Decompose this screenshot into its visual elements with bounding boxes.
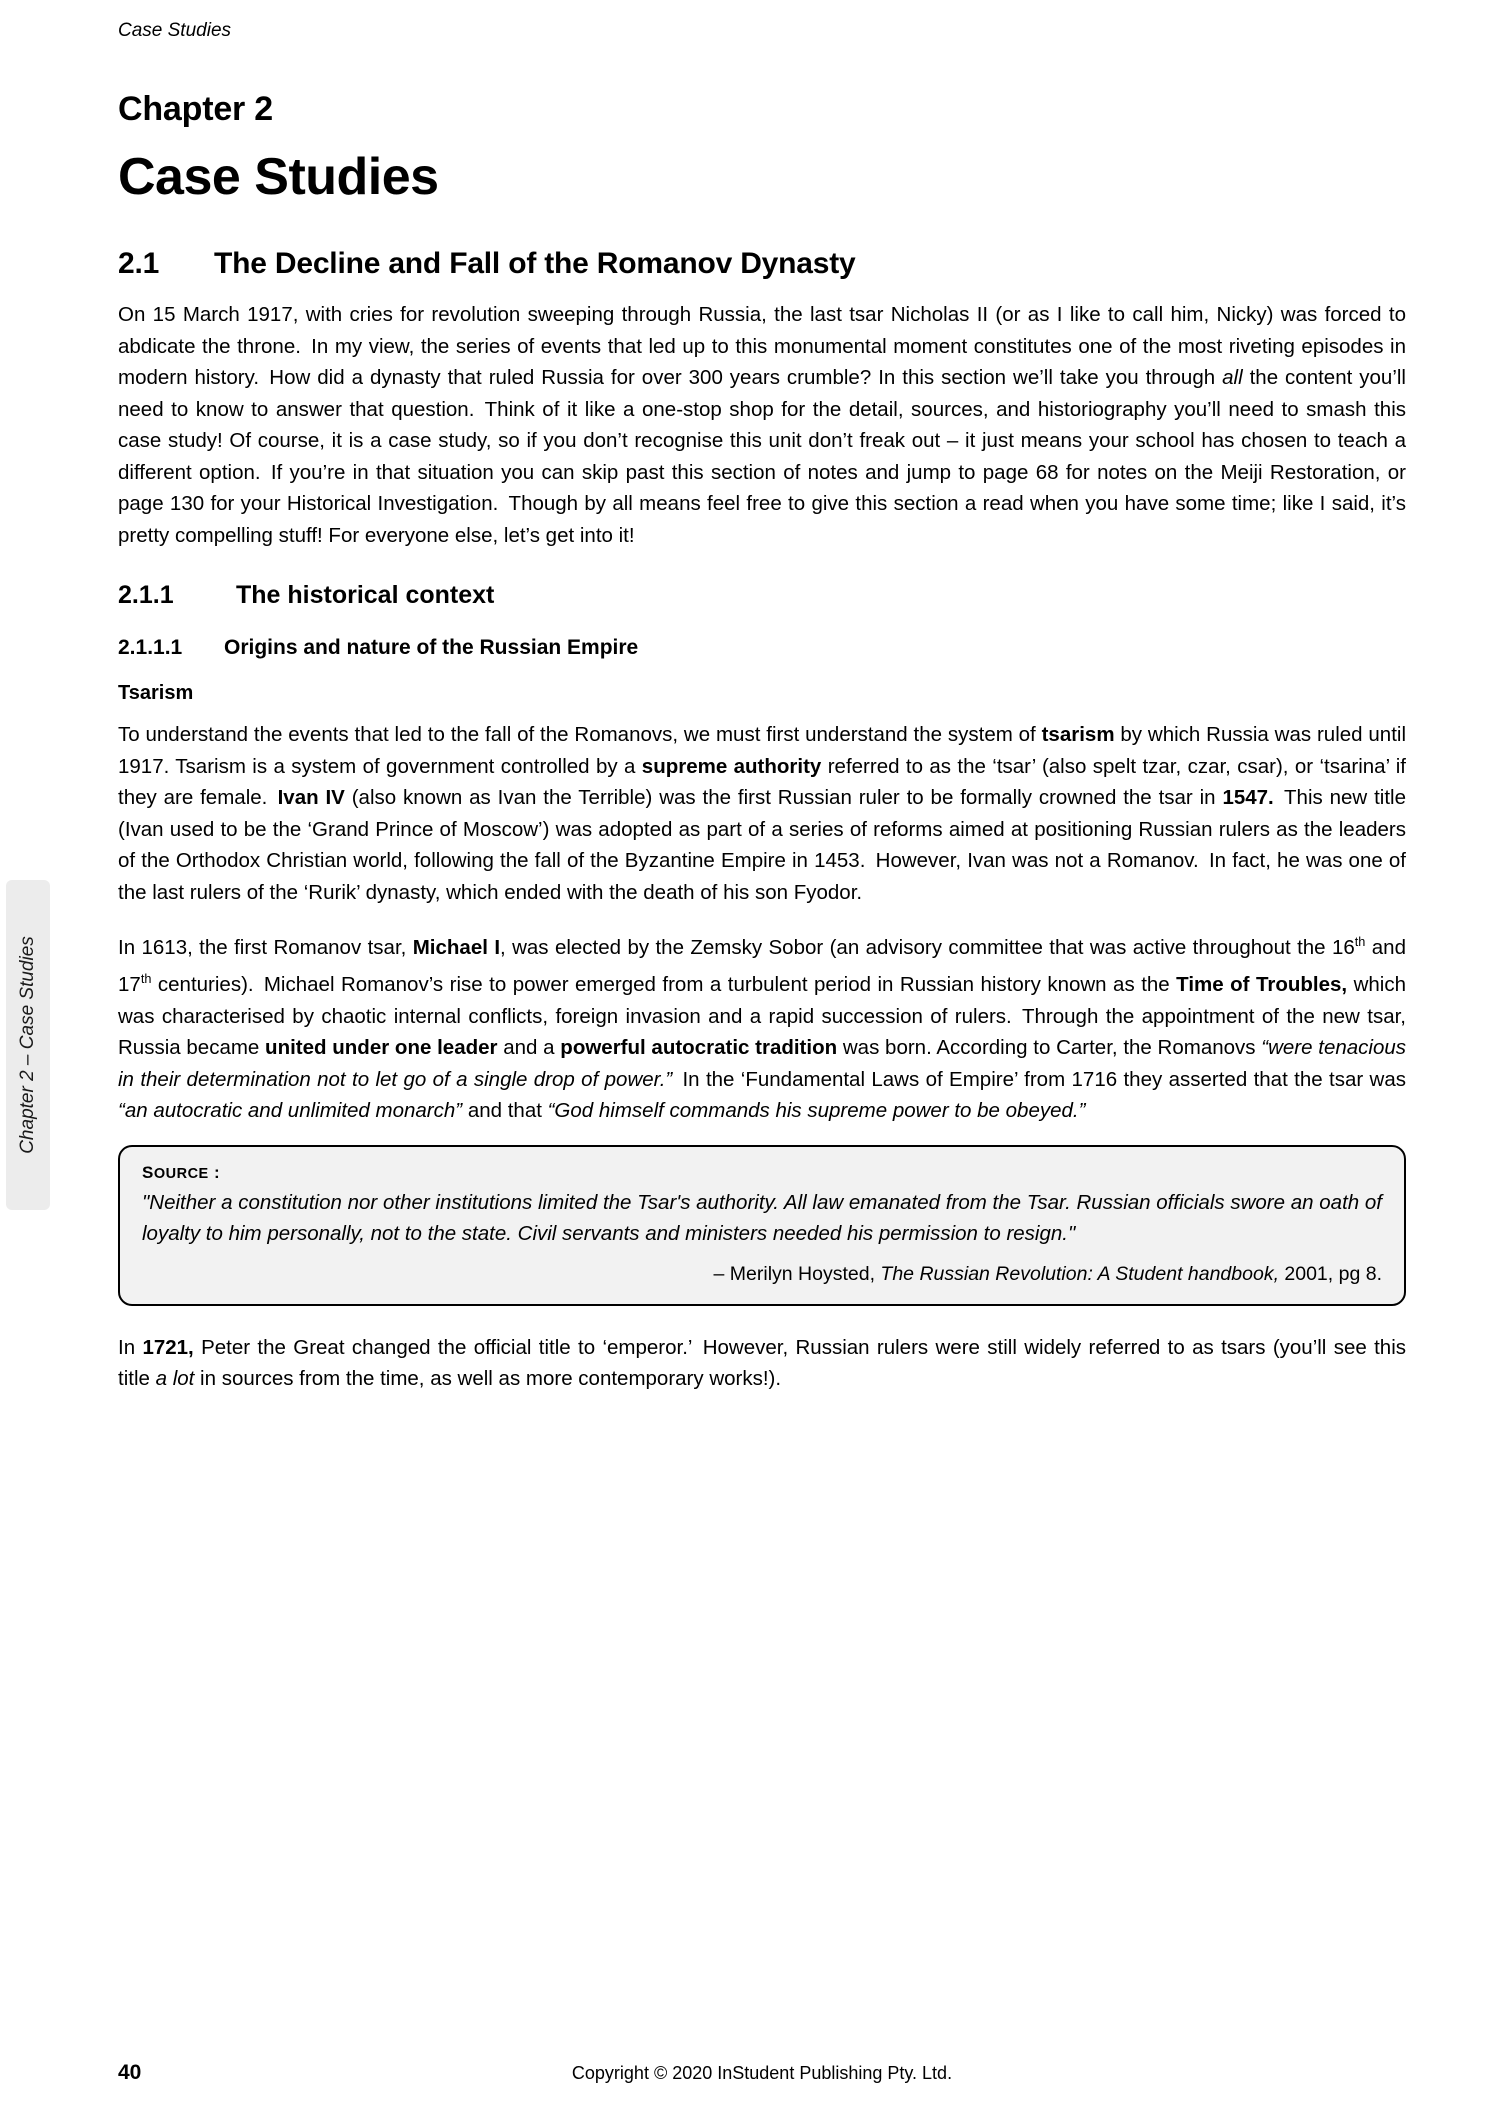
intro-paragraph: On 15 March 1917, with cries for revolution sweeping through Russia, the last tsar Nicholas II (or as I like to call him, Nicky) was forced to abdicate the throne. In my view, the series of events that led up to this monumental moment constitutes one of the most riveting episodes in modern history. How did a dynasty that ruled Russia for over 300 years crumble? In this section we’ll take you through all the content you’ll need to know to answer that question. Think of it like a one-stop shop for the detail, sources, and historiography you’ll need to smash this case study! Of course, it is a case study, so if you don’t recognise this unit don’t freak out – it just means your school has chosen to teach a different option. If you’re in that situation you can skip past this section of notes and jump to page 68 for notes on the Meiji Restoration, or page 130 for your Historical Investigation. Though by all means feel free to give this section a read when you have some time; like I said, it’s pretty compelling stuff! For everyone else, let’s get into it!	[118, 303, 1406, 547]
subsection-heading	[118, 581, 1406, 610]
source-box	[118, 1145, 1406, 1306]
running-head: Case Studies	[118, 20, 232, 41]
chapter-side-tab-label: Chapter 2 – Case Studies	[17, 936, 38, 1154]
chapter-number: Chapter 2	[118, 90, 274, 128]
section-title: The Decline and Fall of the Romanov Dynasty	[214, 247, 856, 280]
copyright-notice: Copyright © 2020 InStudent Publishing Pty. Ltd.	[571, 2063, 953, 2083]
tsarism-paragraph-1: To understand the events that led to the fall of the Romanovs, we must first understand the system of tsarism by which Russia was ruled until 1917. Tsarism is a system of government controlled by a supreme authority referred to as the ‘tsar’ (also spelt tzar, czar, csar), or ‘tsarina’ if they are female. Ivan IV (also known as Ivan the Terrible) was the first Russian ruler to be formally crowned the tsar in 1547. This new title (Ivan used to be the ‘Grand Prince of Moscow’) was adopted as part of a series of reforms aimed at positioning Russian rulers as the leaders of the Orthodox Christian world, following the fall of the Byzantine Empire in 1453. However, Ivan was not a Romanov. In fact, he was one of the last rulers of the ‘Rurik’ dynasty, which ended with the death of his son Fyodor.	[118, 723, 1407, 904]
section-heading	[118, 247, 1406, 281]
subsection-number: 2.1.1	[118, 581, 174, 609]
page-number: 40	[118, 2061, 142, 2084]
source-quote: "Neither a constitution nor other institutions limited the Tsar's authority. All law emanated from the Tsar. Russian officials swore an oath of loyalty to him personally, not to the state. Civil servants and ministers needed his permission to resign."	[142, 1190, 1382, 1245]
subsubsection-number: 2.1.1.1	[118, 636, 183, 659]
page-footer	[118, 2061, 1406, 2087]
chapter-title: Case Studies	[118, 148, 439, 206]
tsarism-paragraph-2: In 1613, the first Romanov tsar, Michael I, was elected by the Zemsky Sobor (an advisory committee that was active throughout the 16th and 17th centuries). Michael Romanov’s rise to power emerged from a turbulent period in Russian history known as the Time of Troubles, which was characterised by chaotic internal conflicts, foreign invasion and a rapid succession of rulers. Through the appointment of the new tsar, Russia became united under one leader and a powerful autocratic tradition was born. According to Carter, the Romanovs “were tenacious in their determination not to let go of a single drop of power.” In the ‘Fundamental Laws of Empire’ from 1716 they asserted that the tsar was “an autocratic and unlimited monarch” and that “God himself commands his supreme power to be obeyed.”	[118, 934, 1407, 1123]
subsubsection-heading	[118, 636, 1406, 660]
subsubsection-title: Origins and nature of the Russian Empire	[224, 636, 639, 659]
source-attribution: – Merilyn Hoysted, The Russian Revolution: A Student handbook, 2001, pg 8.	[713, 1262, 1382, 1285]
subsection-title: The historical context	[236, 581, 495, 609]
after-source-paragraph: In 1721, Peter the Great changed the official title to ‘emperor.’ However, Russian rulers were still widely referred to as tsars (you’ll see this title a lot in sources from the time, as well as more contemporary works!).	[118, 1335, 1406, 1391]
source-label: SOURCE :	[142, 1162, 221, 1182]
page-content	[118, 90, 1406, 1413]
section-number: 2.1	[118, 247, 160, 280]
chapter-side-tab	[6, 880, 50, 1210]
term-heading: Tsarism	[118, 682, 194, 704]
